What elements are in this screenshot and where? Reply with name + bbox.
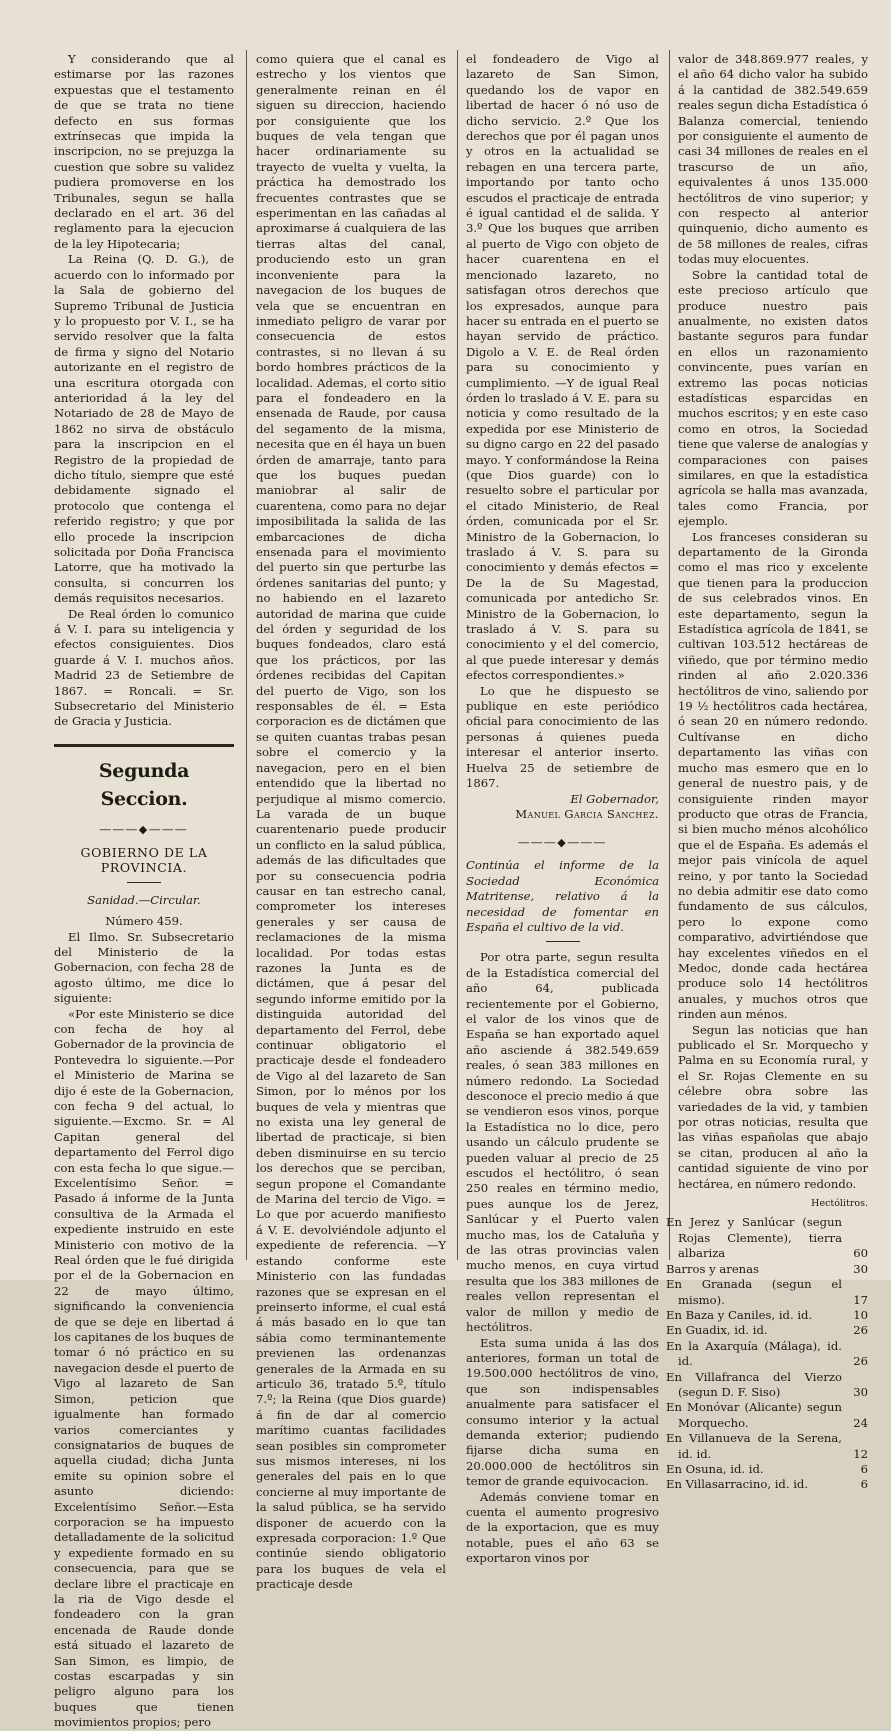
short-rule (546, 941, 580, 942)
column-rule (457, 50, 458, 1260)
paragraph: Además conviene tomar en cuenta el aumento progresivo de la exportacion, que es muy notable, pues el año 63 se exportaron vinos por (466, 1489, 659, 1566)
paragraph: como quiera que el canal es estrecho y los vientos que generalmente reinan en él siguen su direccion, haciendo por consiguiente que los buques de vela tengan que hacer ordinariamente su trayecto de vuelta y vuelta, la práctica ha demostrado los frecuentes contrastes que se esperimentan en las cañadas al aproximarse á cualquiera de las tierras altas del canal, produciendo esto un gran inconveniente para la navegacion de los buques de vela que se encuentran en inmediato peligro de varar por consecuencia de estos contrastes, si no llevan á su bordo hombres prácticos de la localidad. Ademas, el corto sitio para el fondeadero en la ensenada de Raude, por causa del segamento de la misma, necesita que en él haya un buen órden de amarraje, tanto para que los buques puedan maniobrar al salir de cuarentena, como para no dejar imposibilitada la salida de las embarcaciones de dicha ensenada para el movimiento del puerto sin que perturbe las órdenes sanitarias del punto; y no habiendo en el lazareto autoridad de marina que cuide del órden y seguridad de los buques fondeados, claro está que los prácticos, por las órdenes recibidas del Capitan del puerto de Vigo, son los responsables de él. = Esta corporacion es de dictámen que se quiten cuantas trabas pesan sobre el comercio y la navegacion, pero en el bien entendido que la libertad no perjudique al mismo comercio. La varada de un buque cuarentenario puede producir un conflicto en la salud pública, además de las dificultades que por su consecuencia podria causar en tan estrecho canal, comprometer los intereses generales y ser causa de reclamaciones de la misma localidad. Por todas estas razones la Junta es de dictámen, que á pesar del segundo informe emitido por la distinguida autoridad del departamento del Ferrol, debe continuar obligatorio el practicaje desde el fondeadero de Vigo al del lazareto de San Simon, por lo ménos por los buques de vela y mientras que no exista una ley general de libertad de practicaje, si bien deben disminuirse en su tercio los derechos que se perciban, segun propone el Comandante de Marina del tercio de Vigo. = Lo que por acuerdo manifiesto á V. E. devolviéndole adjunto el expediente de referencia. —Y estando conforme este Ministerio con las fundadas razones que se expresan en el preinserto informe, el cual está á más basado en lo que tan sábia como terminantemente previenen las ordenanzas generales de la Armada en su articulo 36, tratado 5.º, título 7.º; la Reina (que Dios guarde) á fin de dar al comercio marítimo cuantas facilidades sean posibles sin comprometer sus mismos intereses, ni los generales del pais en lo que concierne al muy importante de la salud pública, se ha servido disponer de acuerdo con la expresada corporacion: 1.º Que continúe siendo obligatorio para los buques de vela el practicaje desde (256, 52, 446, 1592)
value-cell: 30 (853, 1261, 868, 1276)
paragraph: De Real órden lo comunico á V. I. para su inteligencia y efectos consiguientes. Dios guarde á V. I. muchos años. Madrid 23 de Setiembre de 1867. = Roncali. = Sr. Subsecretario del Ministerio de Gracia y Justicia. (54, 606, 234, 729)
paragraph: La Reina (Q. D. G.), de acuerdo con lo informado por la Sala de gobierno del Supremo Tribunal de Justicia y lo propuesto por V. I., se ha servido resolver que la falta de firma y signo del Notario autorizante en el registro de una escritura otorgada con anterioridad á la ley del Notariado de 28 de Mayo de 1862 no sirva de obstáculo para la inscripcion en el Registro de la propiedad de dicho título, siempre que esté debidamente signado el protocolo que contenga el referido registro; y que por ello procede la inscripcion solicitada por Doña Francisca Latorre, que ha motivado la consulta, si concurren los demás requisitos necesarios. (54, 252, 234, 606)
signature-name: Manuel Garcia Sanchez. (515, 806, 659, 821)
column-2 (256, 52, 446, 1592)
place-cell: En Granada (segun el mismo). (666, 1277, 842, 1307)
table-row (678, 1370, 868, 1401)
number-heading: Número 459. (105, 914, 183, 929)
section-divider (54, 744, 234, 747)
place-cell: En Guadix, id. id. (666, 1323, 768, 1338)
table-row (678, 1262, 868, 1277)
ornament-divider: ―――◆――― (99, 822, 189, 836)
column-rule (246, 50, 247, 1260)
table-row (678, 1277, 868, 1308)
place-cell: En Monóvar (Alicante) segun Morquecho. (666, 1400, 842, 1430)
value-cell: 30 (853, 1384, 868, 1399)
value-cell: 60 (853, 1246, 868, 1261)
place-cell: Barros y arenas (666, 1261, 760, 1276)
ornament-divider: ―――◆――― (518, 836, 607, 850)
table-row (678, 1400, 868, 1431)
short-rule (127, 882, 161, 883)
table-row (678, 1308, 868, 1323)
value-cell: 26 (853, 1354, 868, 1369)
table-row (678, 1215, 868, 1261)
circular-heading: Sanidad.—Circular. (87, 892, 201, 907)
paragraph: Sobre la cantidad total de este precioso artículo que produce nuestro pais anualmente, no existen datos bastante seguros para fundar en ellos un razonamiento convincente, pues varían en extremo las pocas noticias estadísticas esparcidas en muchos escritos; y en este caso como en otros, la Sociedad tiene que valerse de analogías y comparaciones con paises similares, en que la estadística agrícola se halla mas avanzada, tales como Francia, por ejemplo. (678, 267, 868, 529)
place-cell: En la Axarquía (Málaga), id. id. (666, 1338, 842, 1369)
place-cell: En Villafranca del Vierzo (segun D. F. Siso) (666, 1369, 842, 1399)
place-cell: En Jerez y Sanlúcar (segun Rojas Clemente), tierra albariza (666, 1215, 842, 1261)
place-cell: En Baza y Caniles, id. id. (666, 1307, 813, 1322)
signature-title: El Gobernador, (570, 791, 659, 806)
table-row (678, 1323, 868, 1338)
table-row (678, 1462, 868, 1477)
paragraph: valor de 348.869.977 reales, y el año 64 dicho valor ha subido á la cantidad de 382.549.659 reales segun dicha Estadística ó Balanza comercial, teniendo por consiguiente el aumento de casi 34 millones de reales en el trascurso de un año, equivalentes á unos 135.000 hectólitros de vino superior; y con respecto al anterior quinquenio, dicho aumento es de 58 millones de reales, cifras todas muy elocuentes. (678, 52, 868, 267)
value-cell: 10 (853, 1307, 868, 1322)
paragraph: El Ilmo. Sr. Subsecretario del Ministerio de la Gobernacion, con fecha 28 de agosto último, me dice lo siguiente: (54, 929, 234, 1006)
place-cell: En Villasarracino, id. id. (666, 1477, 809, 1492)
place-cell: En Osuna, id. id. (666, 1461, 764, 1476)
column-3 (466, 52, 659, 1566)
table-row (678, 1431, 868, 1462)
value-cell: 24 (853, 1415, 868, 1430)
paragraph: Lo que he dispuesto se publique en este periódico oficial para conocimiento de las personas á quienes pueda interesar el anterior inserto. Huelva 25 de setiembre de 1867. (466, 683, 659, 791)
table-row (678, 1477, 868, 1492)
paragraph: Y considerando que al estimarse por las razones expuestas que el testamento de que se trata no tiene defecto en sus formas extrínsecas que impida la inscripcion, no se prejuzga la cuestion que sobre su validez pudiera promoverse en los Tribunales, segun se halla declarado en el art. 36 del reglamento para la ejecucion de la ley Hipotecaria; (54, 52, 234, 251)
article-heading: Continúa el informe de la Sociedad Económica Matritense, relativo á la necesidad de fomentar en España el cultivo de la vid. (466, 858, 659, 934)
paragraph: Esta suma unida á las dos anteriores, forman un total de 19.500.000 hectólitros de vino, que son indispensables anualmente para satisfacer el consumo interior y la actual demanda exterior; pudiendo fijarse dicha suma en 20.000.000 de hectólitros sin temor de grande equivocacion. (466, 1335, 659, 1489)
column-1 (54, 52, 234, 1730)
table-unit-label: Hectólitros. (811, 1198, 868, 1210)
paragraph: Los franceses consideran su departamento de la Gironda como el mas rico y excelente que tienen para la produccion de sus celebrados vinos. En este departamento, segun la Estadística agrícola de 1841, se cultivan 103.512 hectáreas de viñedo, que por término medio rinden al año 2.020.336 hectólitros de vino, saliendo por 19 ½ hectólitros cada hectárea, ó sean 20 en número redondo. Cultívanse en dicho departamento las viñas con mucho mas esmero que en lo general de nuestro pais, y de consiguiente rinden mayor producto que otras de Francia, si bien mucho ménos alcohólico que el de España. Es además el mejor pais vinícola de aquel reino, y por tanto la Sociedad no debia admitir ese dato como fundamento de sus cálculos, pero lo expone como comparativo, advirtiéndose que hay excelentes viñedos en el Medoc, donde cada hectárea produce solo 14 hectólitros anuales, y muchos otros que rinden aun ménos. (678, 529, 868, 1022)
place-cell: En Villanueva de la Serena, id. id. (666, 1431, 842, 1461)
paragraph: el fondeadero de Vigo al lazareto de San Simon, quedando los de vapor en libertad de hacer ó nó uso de dicho servicio. 2.º Que los derechos que por él pagan unos y otros en la actualidad se rebagen en una tercera parte, importando por tanto ocho escudos el practicaje de entrada é igual cantidad el de salida. Y 3.º Que los buques que arriben al puerto de Vigo con objeto de hacer cuarentena en el mencionado lazareto, no satisfagan otros derechos que los expresados, aunque para hacer su entrada en el puerto se hayan servido de práctico. Digolo a V. E. de Real órden para su conocimiento y cumplimiento. —Y de igual Real órden lo traslado á V. E. para su noticia y como resultado de la expedida por ese Ministerio de su digno cargo en 22 del pasado mayo. Y conformándose la Reina (que Dios guarde) con lo resuelto sobre el particular por el citado Ministerio, de Real órden, comunicada por el Sr. Ministro de la Gobernacion, lo traslado á V. S. para su conocimiento y demás efectos = De la de Su Magestad, comunicada por antedicho Sr. Ministro de la Gobernacion, lo traslado á V. S. para su conocimiento y el del comercio, al que puede interesar y demás efectos correspondientes.» (466, 52, 659, 683)
value-cell: 12 (853, 1446, 868, 1461)
paragraph: «Por este Ministerio se dice con fecha de hoy al Gobernador de la provincia de Pontevedra lo siguiente.—Por el Ministerio de Marina se dijo é este de la Gobernacion, con fecha 9 del actual, lo siguiente.—Excmo. Sr. = Al Capitan general del departamento del Ferrol digo con esta fecha lo que sigue.—Excelentísimo Señor. = Pasado á informe de la Junta consultiva de la Armada el expediente instruido en este Ministerio con motivo de la Real órden que le fué dirigida por el de la Gobernacion en 22 de mayo último, significando la conveniencia de que se deje en libertad á los capitanes de los buques de tomar ó nó práctico en su navegacion desde el puerto de Vigo al lazareto de San Simon, peticion que igualmente han formado varios comerciantes y consignatarios de buques de aquella ciudad; dicha Junta emite su opinion sobre el asunto diciendo: Excelentísimo Señor.—Esta corporacion se ha impuesto detalladamente de la solicitud y expediente formado en su consecuencia, para que se declare libre el practicaje en la ria de Vigo desde el fondeadero con la gran encenada de Raude donde está situado el lazareto de San Simon, es limpio, de costas escarpadas y sin peligro alguno para los buques que tienen movimientos propios; pero (54, 1006, 234, 1730)
section-title: Segunda Seccion. (98, 759, 190, 810)
column-rule (669, 50, 670, 1260)
government-heading: GOBIERNO DE LA PROVINCIA. (80, 844, 208, 876)
paragraph: Por otra parte, segun resulta de la Estadística comercial del año 64, publicada recientemente por el Gobierno, el valor de los vinos que de España se han exportado aquel año asciende á 382.549.659 reales, ó sean 383 millones en número redondo. La Sociedad desconoce el precio medio á que se vendieron esos vinos, porque la Estadística no lo dice, pero usando un cálculo prudente se pueden valuar al precio de 25 escudos el hectólitro, ó sean 250 reales en término medio, pues aunque los de Jerez, Sanlúcar y el Puerto valen mucho mas, los de Cataluña y de las otras provincias valen mucho menos, en cuya virtud resulta que los 383 millones de reales vellon representan el valor de millon y medio de hectólitros. (466, 950, 659, 1335)
column-4 (666, 52, 868, 1492)
value-cell: 26 (853, 1323, 868, 1338)
paragraph: Segun las noticias que han publicado el Sr. Morquecho y Palma en su Economía rural, y el Sr. Rojas Clemente en su célebre obra sobre las variedades de la vid, y tambien por otras noticias, resulta que las viñas españolas que abajo se citan, producen al año la cantidad siguiente de vino por hectárea, en número redondo. (678, 1022, 868, 1191)
value-cell: 17 (853, 1292, 868, 1307)
value-cell: 6 (860, 1477, 868, 1492)
table-row (678, 1339, 868, 1370)
value-cell: 6 (860, 1461, 868, 1476)
yield-table (666, 1215, 868, 1492)
